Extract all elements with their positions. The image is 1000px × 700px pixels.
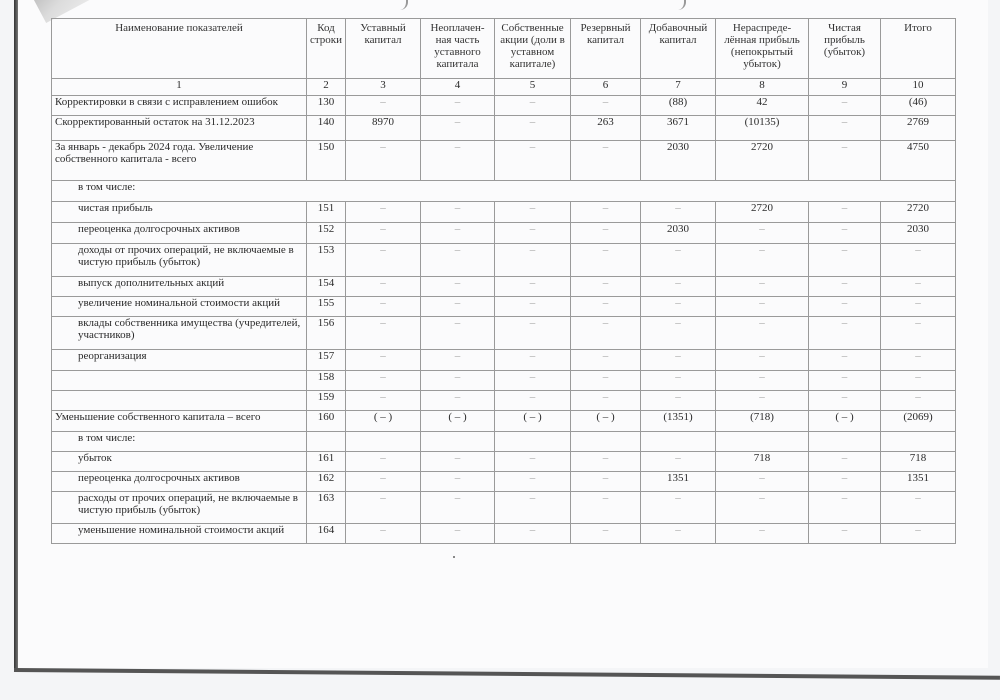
value-cell: –	[495, 452, 571, 472]
row-name	[52, 391, 307, 411]
value-cell: 2720	[716, 141, 809, 181]
row-code: 151	[307, 202, 346, 223]
row-name: чистая прибыль	[52, 202, 307, 223]
value-cell: –	[495, 472, 571, 492]
value-cell: –	[571, 492, 641, 524]
value-cell: ( – )	[495, 411, 571, 432]
value-cell: –	[641, 317, 716, 350]
header-cell: Неоплачен-ная часть уставного капитала	[421, 19, 495, 79]
row-name	[52, 371, 307, 391]
column-number: 9	[809, 79, 881, 96]
value-cell: –	[809, 141, 881, 181]
value-cell: –	[571, 524, 641, 544]
value-cell: –	[495, 391, 571, 411]
row-name: Уменьшение собственного капитала – всего	[52, 411, 307, 432]
row-name: вклады собственника имущества (учредителей, участников)	[52, 317, 307, 350]
value-cell: –	[809, 317, 881, 350]
value-cell	[881, 432, 956, 452]
value-cell: –	[809, 492, 881, 524]
header-cell: Итого	[881, 19, 956, 79]
value-cell	[641, 432, 716, 452]
value-cell: –	[641, 371, 716, 391]
value-cell: –	[421, 350, 495, 371]
value-cell: –	[346, 297, 421, 317]
table-row	[52, 350, 956, 371]
value-cell: –	[716, 371, 809, 391]
value-cell: –	[641, 391, 716, 411]
table-row	[52, 452, 956, 472]
value-cell: –	[881, 391, 956, 411]
value-cell: –	[495, 350, 571, 371]
value-cell: –	[346, 492, 421, 524]
value-cell: –	[641, 202, 716, 223]
column-number: 7	[641, 79, 716, 96]
row-code: 157	[307, 350, 346, 371]
value-cell: –	[495, 141, 571, 181]
value-cell: –	[716, 277, 809, 297]
value-cell: 8970	[346, 116, 421, 141]
value-cell: –	[495, 202, 571, 223]
value-cell: –	[881, 244, 956, 277]
row-name: убыток	[52, 452, 307, 472]
value-cell: –	[346, 223, 421, 244]
value-cell: –	[495, 244, 571, 277]
value-cell: –	[881, 524, 956, 544]
header-cell: Добавочный капитал	[641, 19, 716, 79]
table-row	[52, 202, 956, 223]
row-name: переоценка долгосрочных активов	[52, 223, 307, 244]
row-name: Корректировки в связи с исправлением ошибок	[52, 96, 307, 116]
header-row	[52, 19, 956, 79]
value-cell: –	[421, 277, 495, 297]
value-cell: –	[716, 297, 809, 317]
value-cell: –	[641, 524, 716, 544]
value-cell: –	[346, 524, 421, 544]
value-cell: –	[421, 141, 495, 181]
value-cell: –	[571, 452, 641, 472]
value-cell: –	[716, 350, 809, 371]
row-code	[307, 432, 346, 452]
value-cell: –	[809, 472, 881, 492]
value-cell: –	[495, 223, 571, 244]
value-cell: –	[716, 223, 809, 244]
value-cell: –	[571, 297, 641, 317]
table-row	[52, 223, 956, 244]
value-cell: –	[346, 202, 421, 223]
row-name: уменьшение номинальной стоимости акций	[52, 524, 307, 544]
value-cell: –	[571, 317, 641, 350]
row-name: расходы от прочих операций, не включаемые в чистую прибыль (убыток)	[52, 492, 307, 524]
value-cell: 263	[571, 116, 641, 141]
value-cell: –	[346, 317, 421, 350]
value-cell: –	[421, 202, 495, 223]
table-row	[52, 297, 956, 317]
value-cell: 2030	[641, 223, 716, 244]
header-cell: Уставный капитал	[346, 19, 421, 79]
value-cell: –	[421, 317, 495, 350]
value-cell	[495, 432, 571, 452]
value-cell: –	[421, 116, 495, 141]
value-cell: –	[346, 96, 421, 116]
column-number: 1	[52, 79, 307, 96]
value-cell: –	[495, 277, 571, 297]
header-cell: Собственные акции (доли в уставном капитале)	[495, 19, 571, 79]
value-cell: –	[571, 472, 641, 492]
value-cell: –	[881, 492, 956, 524]
table-row	[52, 524, 956, 544]
column-number-row	[52, 79, 956, 96]
value-cell: –	[571, 141, 641, 181]
value-cell: –	[421, 391, 495, 411]
value-cell: –	[421, 223, 495, 244]
table-row	[52, 181, 956, 202]
value-cell: –	[421, 452, 495, 472]
header-cell: Код строки	[307, 19, 346, 79]
value-cell: –	[571, 96, 641, 116]
value-cell: –	[495, 524, 571, 544]
row-name: реорганизация	[52, 350, 307, 371]
table-row	[52, 432, 956, 452]
value-cell: –	[881, 350, 956, 371]
row-name: в том числе:	[52, 181, 956, 202]
row-code: 152	[307, 223, 346, 244]
column-number: 3	[346, 79, 421, 96]
value-cell: 1351	[881, 472, 956, 492]
table-row	[52, 317, 956, 350]
value-cell: 4750	[881, 141, 956, 181]
page-edge-bottom	[14, 668, 1000, 680]
table-row	[52, 244, 956, 277]
value-cell: –	[571, 223, 641, 244]
value-cell: (2069)	[881, 411, 956, 432]
column-number: 10	[881, 79, 956, 96]
value-cell: –	[495, 371, 571, 391]
value-cell: –	[809, 96, 881, 116]
scan-speck	[453, 556, 455, 558]
value-cell: –	[809, 244, 881, 277]
value-cell: –	[421, 297, 495, 317]
value-cell: –	[881, 371, 956, 391]
value-cell: (10135)	[716, 116, 809, 141]
value-cell: –	[495, 317, 571, 350]
header-cell: Резервный капитал	[571, 19, 641, 79]
table-row	[52, 141, 956, 181]
value-cell: –	[641, 277, 716, 297]
row-name: в том числе:	[52, 432, 307, 452]
column-number: 4	[421, 79, 495, 96]
value-cell: –	[809, 391, 881, 411]
value-cell: –	[809, 350, 881, 371]
row-code: 153	[307, 244, 346, 277]
value-cell: –	[716, 391, 809, 411]
value-cell: 2720	[881, 202, 956, 223]
value-cell: 1351	[641, 472, 716, 492]
value-cell: 42	[716, 96, 809, 116]
header-cell: Наименование показателей	[52, 19, 307, 79]
value-cell: –	[346, 350, 421, 371]
value-cell: –	[421, 524, 495, 544]
value-cell	[421, 432, 495, 452]
value-cell: –	[421, 472, 495, 492]
row-code: 162	[307, 472, 346, 492]
page-edge-left	[14, 0, 18, 672]
value-cell: –	[809, 524, 881, 544]
value-cell: –	[346, 244, 421, 277]
value-cell: –	[495, 492, 571, 524]
equity-changes-table	[51, 18, 956, 544]
value-cell: –	[809, 116, 881, 141]
value-cell: –	[571, 244, 641, 277]
value-cell: –	[421, 244, 495, 277]
column-number: 5	[495, 79, 571, 96]
row-code: 159	[307, 391, 346, 411]
value-cell: –	[716, 472, 809, 492]
value-cell: ( – )	[346, 411, 421, 432]
table-row	[52, 96, 956, 116]
value-cell: –	[495, 297, 571, 317]
value-cell: 718	[716, 452, 809, 472]
value-cell: –	[346, 277, 421, 297]
value-cell	[716, 432, 809, 452]
value-cell: –	[809, 297, 881, 317]
value-cell	[809, 432, 881, 452]
row-code: 130	[307, 96, 346, 116]
value-cell	[571, 432, 641, 452]
value-cell: –	[571, 371, 641, 391]
value-cell	[346, 432, 421, 452]
value-cell: 2769	[881, 116, 956, 141]
value-cell: –	[571, 391, 641, 411]
column-number: 6	[571, 79, 641, 96]
value-cell: –	[346, 371, 421, 391]
column-number: 8	[716, 79, 809, 96]
table-row	[52, 277, 956, 297]
value-cell: –	[571, 350, 641, 371]
value-cell: –	[346, 452, 421, 472]
value-cell: 2030	[641, 141, 716, 181]
table-row	[52, 391, 956, 411]
value-cell: –	[809, 371, 881, 391]
value-cell: –	[809, 223, 881, 244]
value-cell: 3671	[641, 116, 716, 141]
row-name: Скорректированный остаток на 31.12.2023	[52, 116, 307, 141]
value-cell: –	[641, 492, 716, 524]
value-cell: –	[881, 297, 956, 317]
row-name: За январь - декабрь 2024 года. Увеличение собственного капитала - всего	[52, 141, 307, 181]
value-cell: –	[809, 202, 881, 223]
value-cell: ( – )	[571, 411, 641, 432]
table-row	[52, 472, 956, 492]
value-cell: (46)	[881, 96, 956, 116]
value-cell: –	[716, 524, 809, 544]
row-name: увеличение номинальной стоимости акций	[52, 297, 307, 317]
value-cell: –	[495, 96, 571, 116]
value-cell: –	[716, 244, 809, 277]
row-code: 163	[307, 492, 346, 524]
table-row	[52, 411, 956, 432]
value-cell: –	[421, 96, 495, 116]
value-cell: –	[809, 277, 881, 297]
value-cell: ( – )	[809, 411, 881, 432]
table-row	[52, 492, 956, 524]
row-code: 164	[307, 524, 346, 544]
value-cell: –	[641, 297, 716, 317]
value-cell: –	[346, 391, 421, 411]
row-code: 150	[307, 141, 346, 181]
value-cell: 2030	[881, 223, 956, 244]
table-row	[52, 371, 956, 391]
row-code: 161	[307, 452, 346, 472]
row-code: 158	[307, 371, 346, 391]
value-cell: (1351)	[641, 411, 716, 432]
value-cell: ( – )	[421, 411, 495, 432]
value-cell: –	[641, 244, 716, 277]
value-cell: –	[346, 472, 421, 492]
value-cell: (718)	[716, 411, 809, 432]
column-number: 2	[307, 79, 346, 96]
value-cell: –	[881, 317, 956, 350]
row-name: выпуск дополнительных акций	[52, 277, 307, 297]
header-cell: Чистая прибыль (убыток)	[809, 19, 881, 79]
row-code: 155	[307, 297, 346, 317]
value-cell: –	[346, 141, 421, 181]
header-cell: Нераспреде-лённая прибыль (непокрытый убыток)	[716, 19, 809, 79]
value-cell: –	[421, 371, 495, 391]
value-cell: –	[641, 452, 716, 472]
value-cell: (88)	[641, 96, 716, 116]
row-name: доходы от прочих операций, не включаемые в чистую прибыль (убыток)	[52, 244, 307, 277]
value-cell: –	[571, 202, 641, 223]
row-code: 160	[307, 411, 346, 432]
value-cell: –	[881, 277, 956, 297]
row-name: переоценка долгосрочных активов	[52, 472, 307, 492]
value-cell: 718	[881, 452, 956, 472]
value-cell: –	[809, 452, 881, 472]
value-cell: 2720	[716, 202, 809, 223]
value-cell: –	[495, 116, 571, 141]
value-cell: –	[641, 350, 716, 371]
row-code: 156	[307, 317, 346, 350]
value-cell: –	[571, 277, 641, 297]
row-code: 140	[307, 116, 346, 141]
value-cell: –	[421, 492, 495, 524]
table-row	[52, 116, 956, 141]
row-code: 154	[307, 277, 346, 297]
value-cell: –	[716, 492, 809, 524]
value-cell: –	[716, 317, 809, 350]
